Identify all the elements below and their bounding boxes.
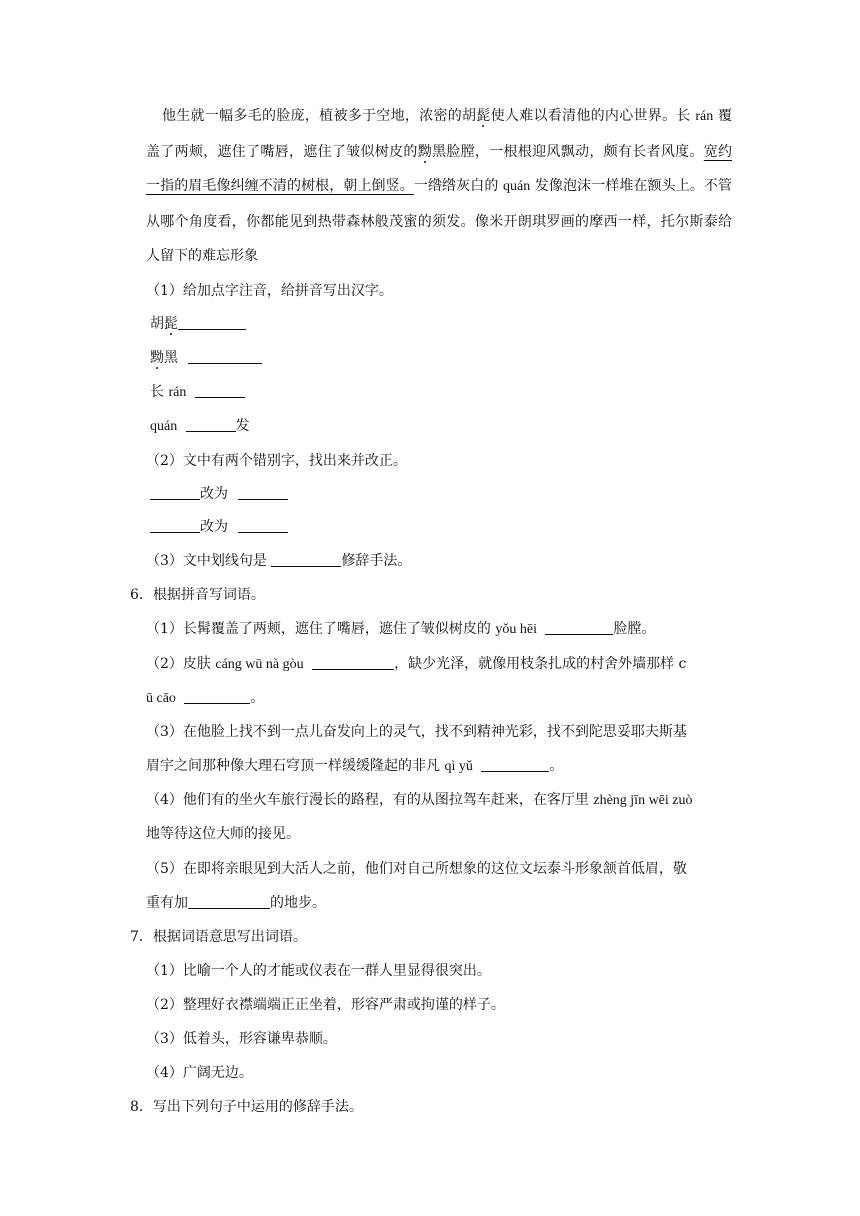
pinyin: quán [502,179,531,194]
q5-sub1: （1）给加点字注音，给拼音写出汉字。 [146,283,393,299]
answer-blank[interactable] [238,485,288,500]
q7-item: （3）低着头，形容谦卑恭顺。 [146,1031,337,1047]
q5-correction-1: 改为 [150,485,288,503]
answer-blank[interactable] [545,620,613,635]
pinyin: rán [695,109,714,124]
underlined-sentence: 宽约一指的眉毛像纠缠不清的树根，朝上倒竖。 [146,143,733,194]
q5-sub3: （3）文中划线句是 修辞手法。 [146,553,412,569]
answer-blank[interactable] [238,518,288,533]
q5-item-quan: quán 发 [150,418,250,434]
answer-blank[interactable] [178,315,246,330]
answer-blank[interactable] [481,757,549,772]
q7-item: （2）整理好衣襟端端正正坐着，形容严肃或拘谨的样子。 [146,997,505,1013]
q8-title: 8．写出下列句子中运用的修辞手法。 [130,1099,363,1115]
q6-sub2-line2: ū cāo 。 [146,690,265,706]
q5-correction-2: 改为 [150,518,288,536]
answer-blank[interactable] [184,689,250,704]
q6-sub4-line1: （4）他们有的坐火车旅行漫长的路程，有的从图拉驾车赶来，在客厅里 zhèng jīn wēi zuò [146,792,693,808]
answer-blank[interactable] [186,417,236,432]
q6-sub5-line2: 重有加 的地步。 [146,895,326,911]
q6-sub5-line1: （5）在即将亲眼见到大活人之前，他们对自己所想象的这位文坛泰斗形象颔首低眉，敬 [146,861,687,877]
q6-sub2-line1: （2）皮肤 cáng wū nà gòu ，缺少光泽，就像用枝条扎成的村舍外墙那样 c [146,656,687,672]
q5-item-huzi: 胡髭 [150,315,246,333]
q7-item: （1）比喻一个人的才能或仪表在一群人里显得很突出。 [146,963,491,979]
answer-blank[interactable] [188,894,270,909]
q6-title: 6．根据拼音写词语。 [130,587,265,603]
q6-sub3-line2: 眉宇之间那种像大理石穹顶一样缓缓隆起的非凡 qì yǔ 。 [146,758,564,774]
answer-blank[interactable] [150,518,200,533]
q5-item-ran: 长 rán [150,383,245,402]
q6-sub3-line1: （3）在他脸上找不到一点儿奋发向上的灵气，找不到精神光彩，找不到陀思妥耶夫斯基 [146,724,687,740]
q7-title: 7．根据词语意思写出词语。 [130,929,307,945]
dotted-char: 黝 [417,143,433,160]
answer-blank[interactable] [150,485,200,500]
q5-item-youhei: 黝黑 [150,349,262,367]
dotted-char: 髭 [476,108,491,124]
answer-blank[interactable] [271,552,341,567]
q5-sub2: （2）文中有两个错别字，找出来并改正。 [146,453,407,469]
q6-sub1: （1）长髯覆盖了两颊，遮住了嘴唇，遮住了皱似树皮的 yǒu hēi 脸膛。 [146,621,656,637]
passage-paragraph: 他生就一幅多毛的脸庞，植被多于空地，浓密的胡髭使人难以看清他的内心世界。长 rán 覆盖了两颊，遮住了嘴唇，遮住了皱似树皮的黝黑脸膛，一根根迎风飘动，颇有长者风度。宽约一指的眉毛像纠缠不清的树根，朝上倒竖。一绺绺灰白的 quán 发像泡沫一样堆在额头上。不管从哪个角度看，你都能见到热带森林般茂蜜的须发。像米开朗琪罗画的摩西一样，托尔斯泰给人留下的难忘形象 [146,108,733,264]
answer-blank[interactable] [195,383,245,398]
answer-blank[interactable] [188,349,262,364]
answer-blank[interactable] [312,655,394,670]
q6-sub4-line2: 地等待这位大师的接见。 [146,826,300,842]
q7-item: （4）广阔无边。 [146,1065,253,1081]
